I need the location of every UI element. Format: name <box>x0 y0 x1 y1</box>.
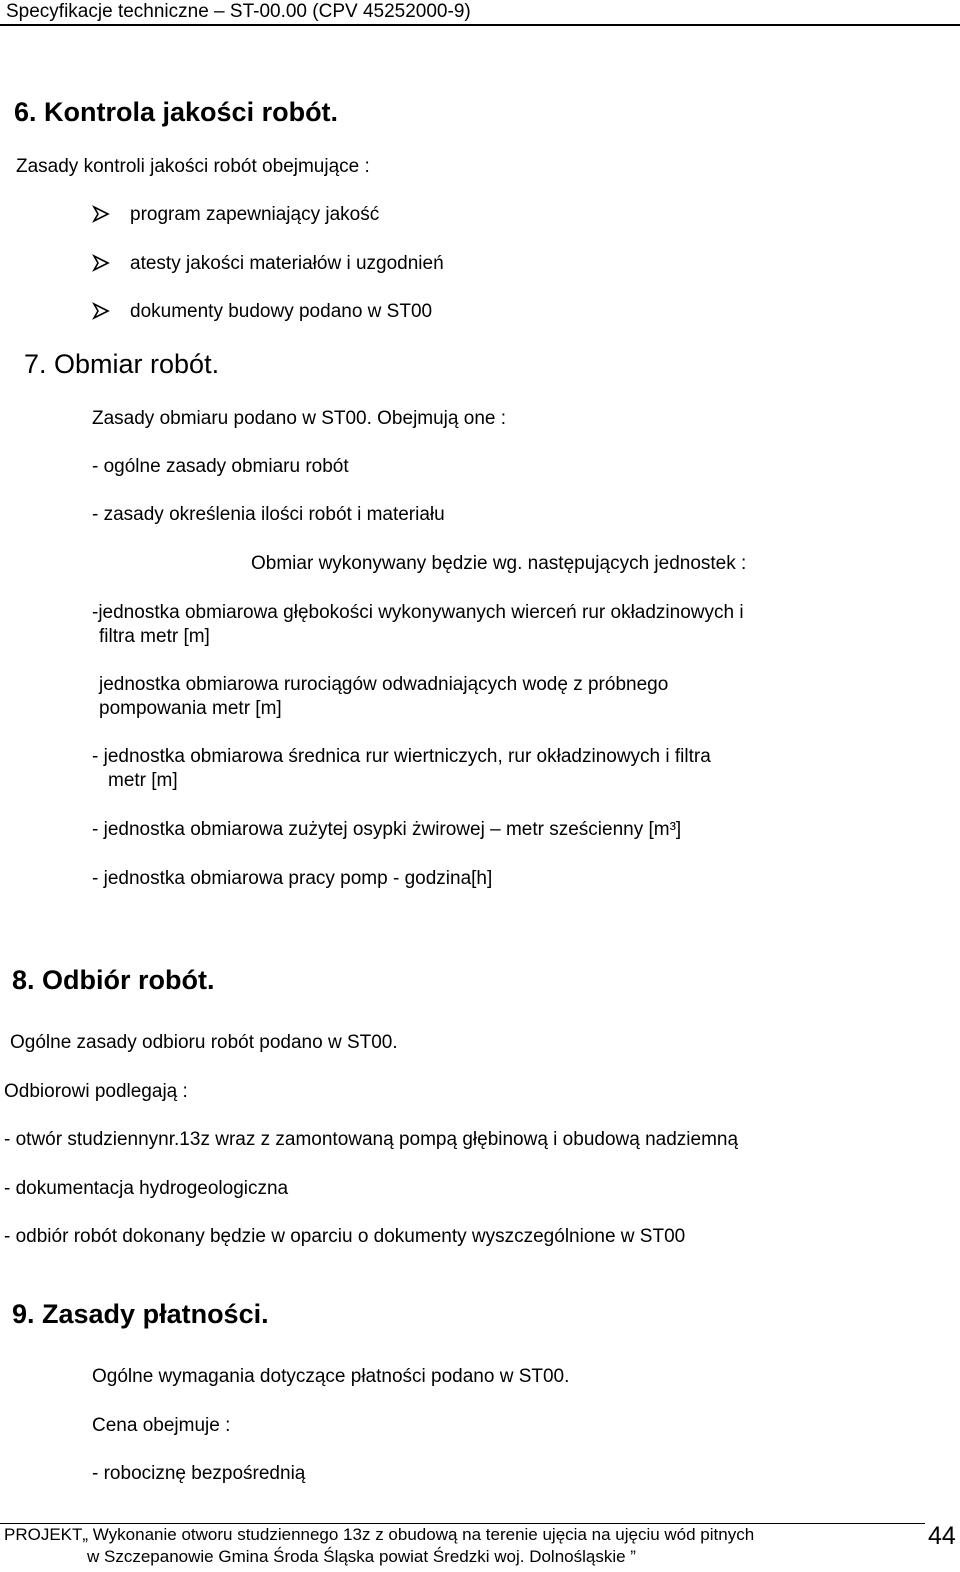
unit-line: jednostka obmiarowa rurociągów odwadniających wodę z próbnego <box>99 674 669 695</box>
page-header <box>0 0 960 26</box>
header-title: Specyfikacje techniczne – ST-00.00 (CPV 45252000-9) <box>6 1 471 22</box>
text-line: - robociznę bezpośrednią <box>92 1463 306 1484</box>
unit-line: - jednostka obmiarowa średnica rur wiertniczych, rur okładzinowych i filtra <box>92 746 711 767</box>
unit-line: filtra metr [m] <box>99 626 210 647</box>
text-line: - zasady określenia ilości robót i materiału <box>92 504 445 525</box>
text-line: Ogólne wymagania dotyczące płatności podano w ST00. <box>92 1366 570 1387</box>
text-line: Cena obejmuje : <box>92 1415 231 1436</box>
text-line: Ogólne zasady odbioru robót podano w ST00. <box>10 1032 398 1053</box>
page-number: 44 <box>928 1522 956 1550</box>
text-line: - otwór studziennynr.13z wraz z zamontowaną pompą głębinową i obudową nadziemną <box>4 1129 739 1150</box>
footer-line-2: w Szczepanowie Gmina Środa Śląska powiat Średzki woj. Dolnośląskie ” <box>87 1547 636 1566</box>
unit-line: pompowania metr [m] <box>99 698 282 719</box>
arrowhead-bullet-icon <box>92 302 110 320</box>
section-9-heading: 9. Zasady płatności. <box>12 1299 269 1329</box>
section-6-heading: 6. Kontrola jakości robót. <box>14 97 339 127</box>
arrowhead-bullet-icon <box>92 254 110 272</box>
unit-line: - jednostka obmiarowa zużytej osypki żwirowej – metr sześcienny [m³] <box>92 819 682 840</box>
list-item: atesty jakości materiałów i uzgodnień <box>130 253 444 274</box>
units-intro: Obmiar wykonywany będzie wg. następujących jednostek : <box>251 553 747 574</box>
unit-line: -jednostka obmiarowa głębokości wykonywanych wierceń rur okładzinowych i <box>92 602 744 623</box>
list-item: dokumenty budowy podano w ST00 <box>130 301 433 322</box>
text-line: Zasady obmiaru podano w ST00. Obejmują one : <box>92 408 507 429</box>
unit-line: metr [m] <box>108 770 178 791</box>
list-item: program zapewniający jakość <box>130 204 380 225</box>
footer-line-1: PROJEKT„ Wykonanie otworu studziennego 13z z obudową na terenie ujęcia na ujęciu wód pitnych <box>4 1525 755 1544</box>
section-7-heading: 7. Obmiar robót. <box>24 349 220 379</box>
text-line: - ogólne zasady obmiaru robót <box>92 456 349 477</box>
unit-line: - jednostka obmiarowa pracy pomp - godzina[h] <box>92 868 493 889</box>
arrowhead-bullet-icon <box>92 205 110 223</box>
section-8-heading: 8. Odbiór robót. <box>12 965 215 995</box>
header-rule <box>0 24 960 26</box>
section-6-intro: Zasady kontroli jakości robót obejmujące : <box>16 156 370 177</box>
text-line: - dokumentacja hydrogeologiczna <box>4 1178 289 1199</box>
text-line: Odbiorowi podlegają : <box>4 1081 188 1102</box>
text-line: - odbiór robót dokonany będzie w oparciu o dokumenty wyszczególnione w ST00 <box>4 1226 686 1247</box>
